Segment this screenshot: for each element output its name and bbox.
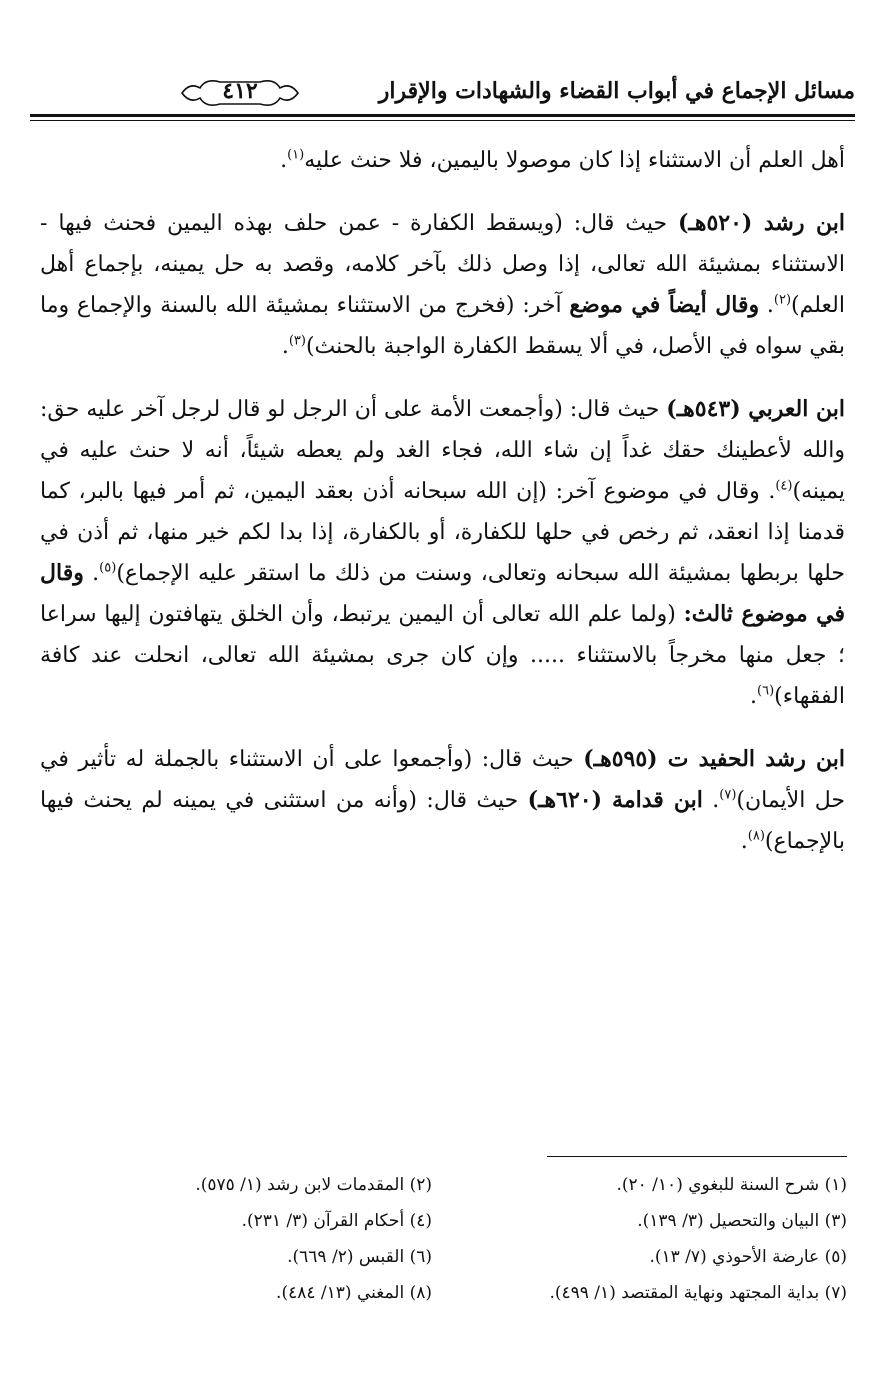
text-run: . [750, 684, 757, 709]
footnote-marker: (٢) [773, 292, 792, 308]
bold-text: ابن العربي (٥٤٣هـ) [666, 396, 845, 422]
footnote-5: (٥) عارضة الأحوذي (٧/ ١٣). [649, 1247, 847, 1267]
paragraph [40, 389, 845, 717]
bold-text: ابن رشد الحفيد ت (٥٩٥هـ) [583, 746, 846, 772]
header-rule-thin [30, 120, 855, 121]
text-run: حيث قال: (وأنه من استثنى في يمينه لم يحنث فيها بالإجماع) [40, 788, 845, 854]
text-run: آخر: (فخرج من الاستثناء بمشيئة الله بالسنة والإجماع وما بقي سواه في الأصل، في ألا يسقط الكفارة الواجبة بالحنث) [40, 293, 845, 359]
bold-text: ابن قدامة (٦٢٠هـ) [527, 787, 703, 813]
footnote-marker: (٥) [99, 560, 117, 576]
footnote-separator [547, 1156, 847, 1157]
text-run: حيث قال: (وأجمعوا على أن الاستثناء بالجملة له تأثير في حل الأيمان) [40, 747, 845, 813]
paragraph [40, 739, 845, 862]
paragraph [40, 140, 845, 181]
footnote-marker: (٣) [288, 333, 306, 349]
footnotes [37, 1170, 847, 1308]
bold-text: وقال في موضوع ثالث: [40, 560, 845, 627]
footnote-2: (٢) المقدمات لابن رشد (١/ ٥٧٥). [195, 1175, 432, 1195]
text-run: حيث قال: (وأجمعت الأمة على أن الرجل لو قال لرجل آخر عليه حق: والله لأعطينك حقك غداً إن شاء الله، فجاء الغد ولم يعطه شيئاً، أنه لا حنث عليه في يمينه) [40, 397, 845, 504]
page-number: ٤١٢ [222, 78, 258, 104]
paragraph [40, 203, 845, 367]
bold-text: ابن رشد (٥٢٠هـ) [677, 210, 845, 236]
footnote-marker: (١) [287, 147, 305, 163]
text-run: . [281, 334, 289, 359]
main-text [40, 140, 845, 884]
footnote-marker: (٦) [757, 683, 775, 699]
bold-text: وقال أيضاً في موضع [569, 292, 760, 318]
text-run: . [759, 293, 774, 318]
text-run: (ولما علم الله تعالى أن اليمين يرتبط، وأن الخلق يتهافتون إليها سراعا ؛ جعل منها مخرجاً بالاستثناء ..... وإن كان جرى بمشيئة الله تعالى، انحلت عند كافة الفقهاء) [40, 602, 845, 709]
footnote-marker: (٤) [775, 478, 793, 494]
text-run: . [280, 148, 288, 173]
footnote-3: (٣) البيان والتحصيل (٣/ ١٣٩). [637, 1211, 847, 1231]
footnote-6: (٦) القبس (٢/ ٦٦٩). [287, 1247, 432, 1267]
header-rule [30, 114, 855, 117]
text-run: أهل العلم أن الاستثناء إذا كان موصولا باليمين، فلا حنث عليه [304, 148, 845, 173]
text-run: . [83, 561, 100, 586]
footnote-marker: (٨) [747, 828, 765, 844]
running-title: مسائل الإجماع في أبواب القضاء والشهادات والإقرار [378, 78, 855, 104]
text-run: . [759, 479, 776, 504]
footnote-4: (٤) أحكام القرآن (٣/ ٢٣١). [241, 1211, 432, 1231]
footnote-1: (١) شرح السنة للبغوي (١٠/ ٢٠). [616, 1175, 847, 1195]
text-run: . [702, 788, 720, 813]
text-run: حيث قال: (ويسقط الكفارة - عمن حلف بهذه اليمين فحنث فيها - الاستثناء بمشيئة الله تعالى، إذا وصل ذلك بآخر كلامه، وقصد به حل يمينه، بإجماع أهل العلم) [40, 211, 845, 318]
text-run: وقال في موضوع [603, 479, 760, 504]
page-header [30, 70, 855, 126]
footnote-8: (٨) المغني (١٣/ ٤٨٤). [276, 1283, 432, 1303]
footnote-7: (٧) بداية المجتهد ونهاية المقتصد (١/ ٤٩٩). [549, 1283, 847, 1303]
footnote-marker: (٧) [719, 787, 737, 803]
text-run: . [740, 829, 748, 854]
text-run: آخر: (إن الله سبحانه أذن بعقد اليمين، ثم أمر فيها بالبر، كما قدمنا إذا انعقد، ثم رخص في حلها للكفارة، أو بالكفارة، إذا بدا لكم خير منها، ثم أذن في حلها بربطها بمشيئة الله سبحانه وتعالى، وسنت من ذلك ما استقر عليه الإجماع) [40, 479, 845, 586]
